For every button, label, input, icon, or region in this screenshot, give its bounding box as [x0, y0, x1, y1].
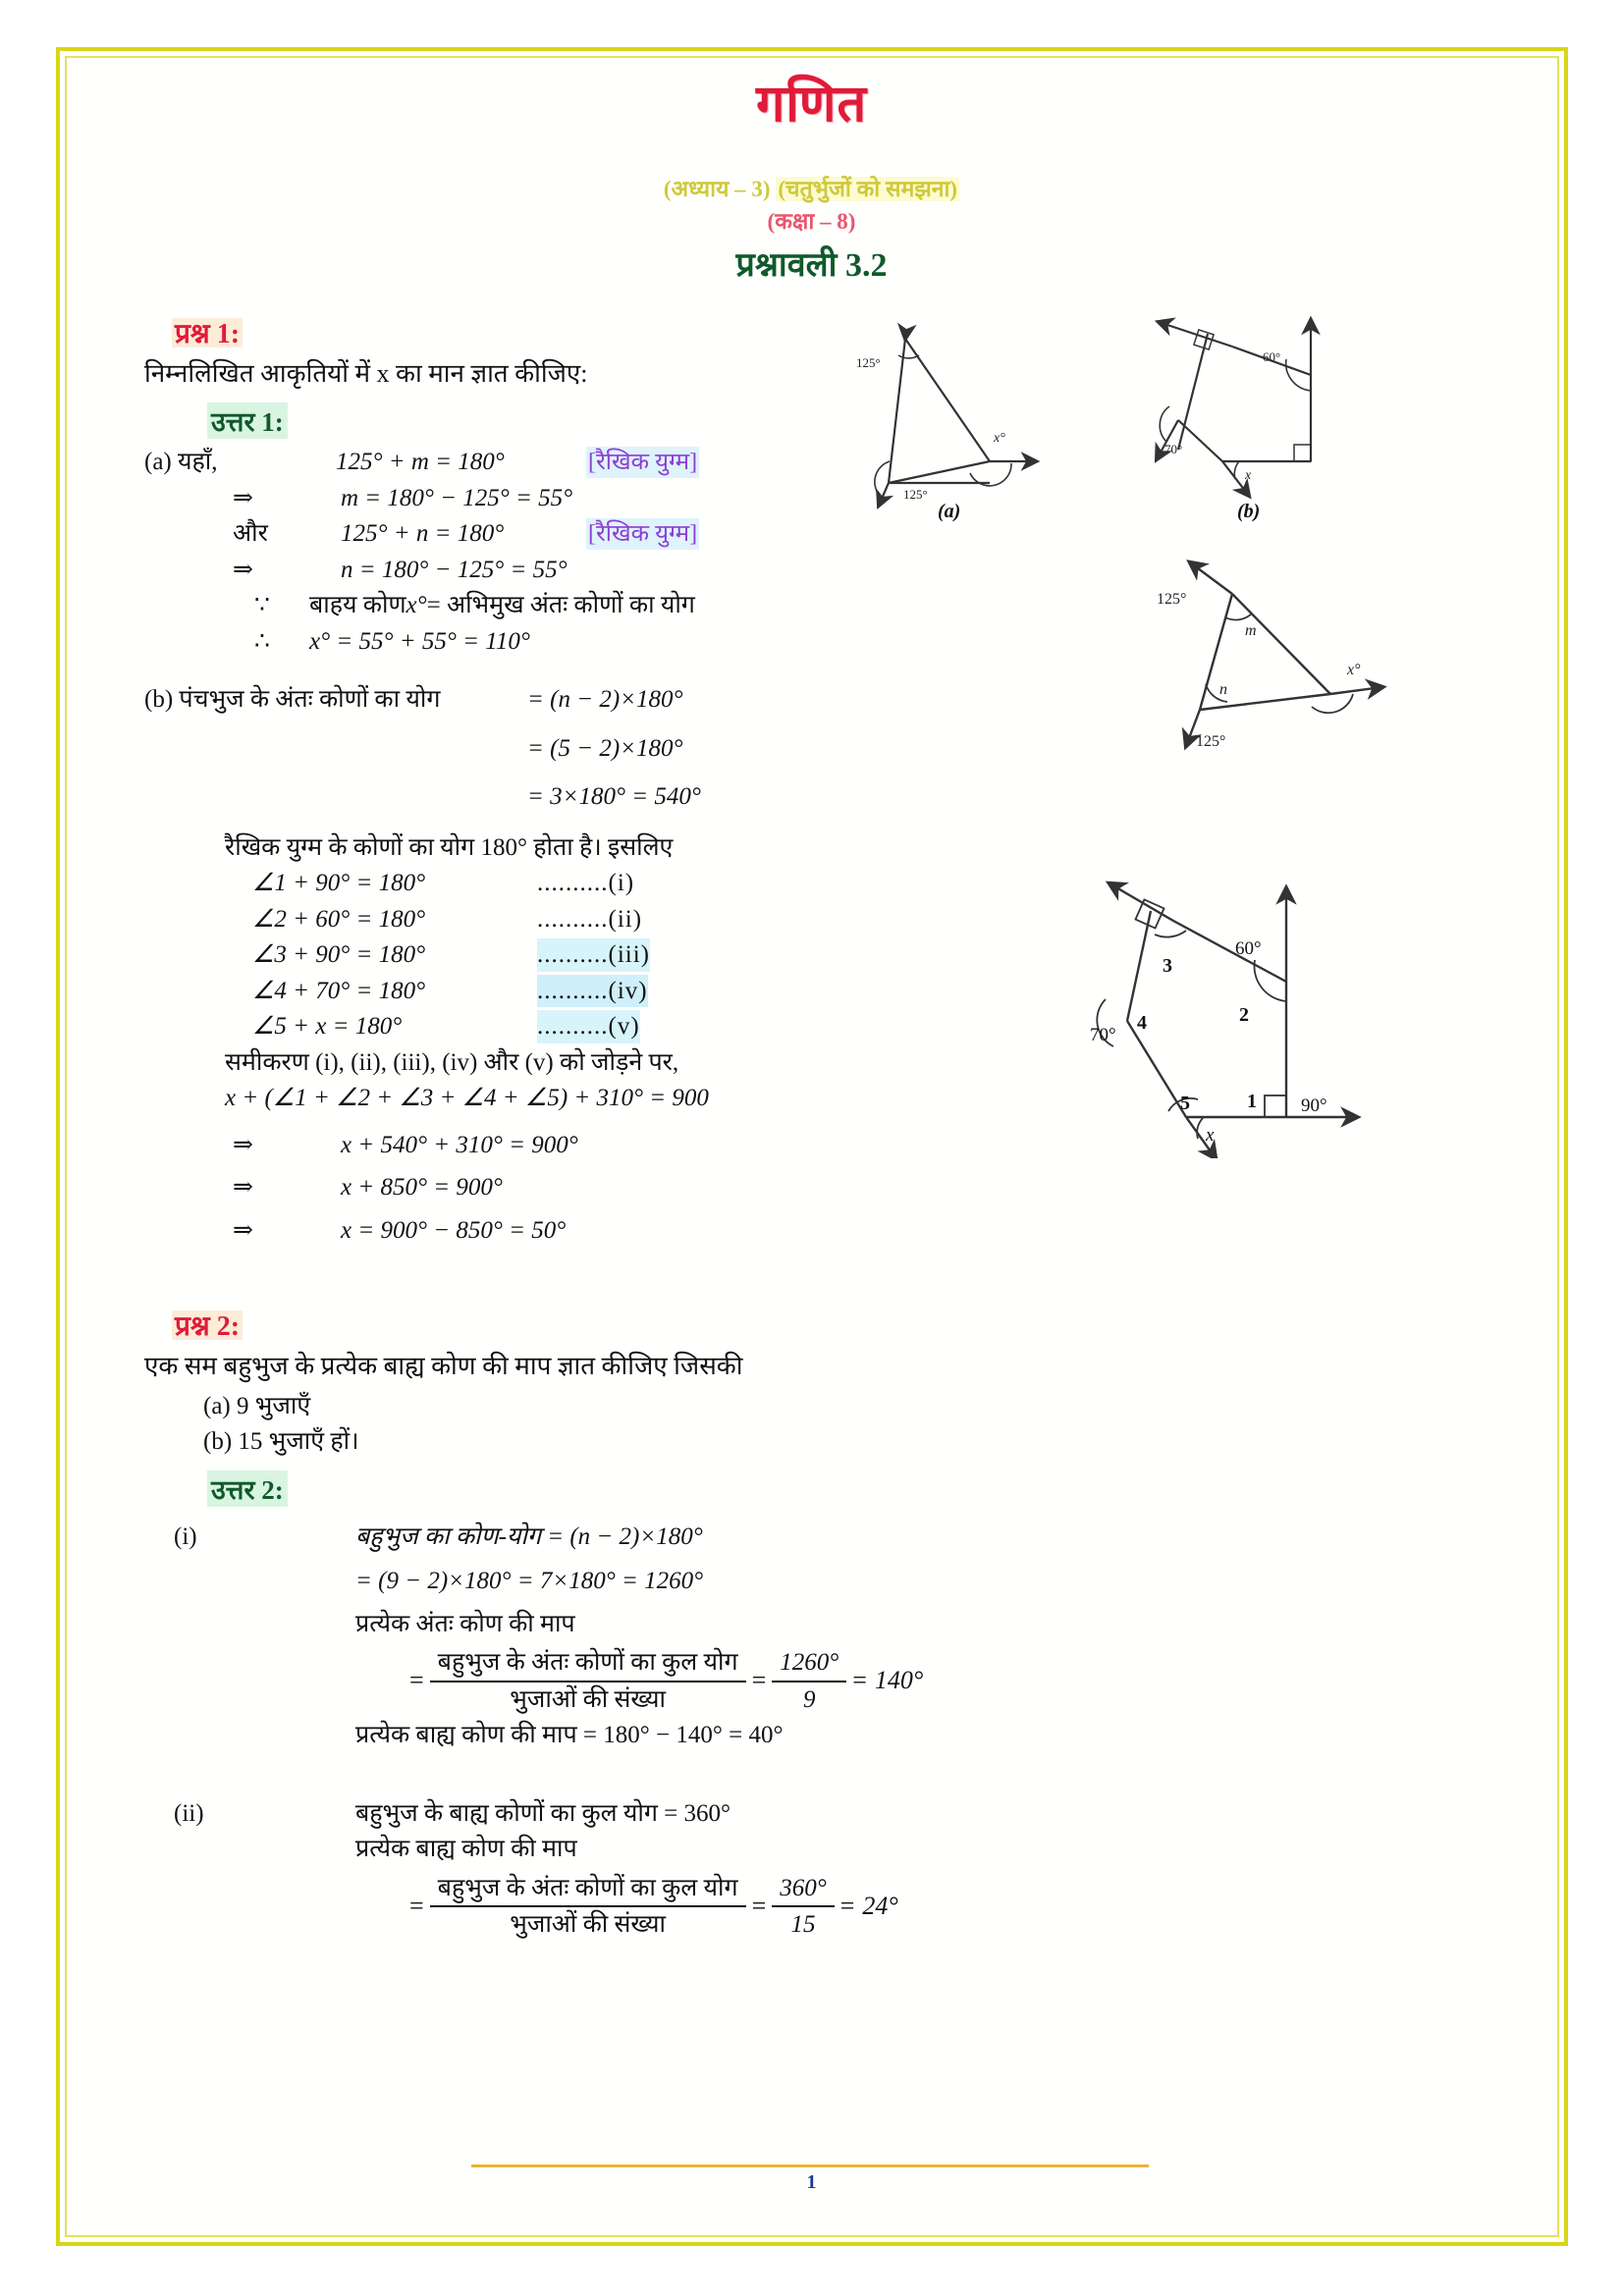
answer-2i-line-1	[144, 1521, 1036, 1554]
question-2-option-a: (a) 9 भुजाएँ	[203, 1392, 311, 1419]
answer-2i-result-denominator: 9	[772, 1681, 846, 1717]
page-title: गणित	[756, 77, 867, 133]
answer-1b-eq-row-4	[144, 975, 1036, 1008]
answer-1a-text-5x: x°	[406, 592, 427, 619]
chapter-name: (चतुर्भुजों को समझना)	[778, 177, 958, 201]
answer-2i-text-4: प्रत्येक बाह्य कोण की माप = 180° − 140° = 40°	[355, 1722, 784, 1749]
answer-2ii-fraction-denominator: भुजाओं की संख्या	[430, 1905, 746, 1942]
equals-sign-2: =	[751, 1666, 767, 1695]
answer-1a-tag-1: [रैखिक युग्म]	[586, 447, 699, 478]
answer-1a-text-5a: बाहय कोण	[309, 592, 406, 619]
answer-1a-eq-6: x° = 55° + 55° = 110°	[309, 627, 530, 655]
answer-1b-sum-eq: x + (∠1 + ∠2 + ∠3 + ∠4 + ∠5) + 310° = 900	[225, 1085, 709, 1112]
figure-c	[1129, 545, 1443, 771]
implies-symbol-4: ⇒	[233, 1174, 253, 1201]
question-2-heading: प्रश्न 2:	[172, 1307, 243, 1344]
figure-d-label-3: 3	[1163, 955, 1172, 977]
answer-1a-line-5	[144, 589, 1036, 622]
answer-2ii-text-2: प्रत्येक बाह्य कोण की माप	[355, 1836, 577, 1863]
answer-1b-eq-2: = (5 − 2)×180°	[527, 734, 683, 762]
figure-a-svg	[844, 304, 1139, 530]
answer-2ii-fraction-numerator: बहुभुज के अंतः कोणों का कुल योग	[437, 1874, 738, 1901]
figure-d-label-5: 5	[1180, 1093, 1190, 1114]
answer-2i-result-numerator: 1260°	[780, 1649, 839, 1677]
question-1-text: निम्नलिखित आकृतियों में x का मान ज्ञात कीजिए:	[144, 359, 588, 388]
answer-1b-eq-row-1	[144, 867, 1036, 900]
figure-a-angle-x: x°	[994, 431, 1005, 446]
answer-1b-label: (b) पंचभुज के अंतः कोणों का योग	[144, 686, 441, 714]
therefore-symbol: ∴	[254, 627, 270, 655]
figure-c-label-n: n	[1219, 681, 1227, 698]
exercise-title: प्रश्नावली 3.2	[735, 247, 888, 284]
answer-2i-line-4	[144, 1719, 1036, 1752]
answer-1b-ref-i: ..........(i)	[537, 870, 635, 897]
answer-2ii-result-numerator: 360°	[780, 1874, 827, 1901]
figure-c-angle-125-top: 125°	[1157, 591, 1187, 608]
answer-1b-ref-v: ..........(v)	[537, 1010, 640, 1043]
answer-1a-eq-3: 125° + n = 180°	[341, 520, 505, 548]
answer-1a-label: (a) यहाँ,	[144, 449, 218, 476]
implies-symbol-5: ⇒	[233, 1216, 253, 1244]
figure-b-angle-x: x	[1245, 468, 1252, 483]
figure-b-svg	[1129, 304, 1424, 530]
answer-1b-ref-iv: ..........(iv)	[537, 975, 648, 1008]
figure-d-label-1: 1	[1247, 1091, 1257, 1112]
answer-1b-eq-row-3	[144, 938, 1036, 972]
equals-sign-5: =	[751, 1891, 767, 1920]
answer-2i-result: 140°	[874, 1666, 924, 1695]
answer-2i-fraction-row	[144, 1646, 1036, 1716]
figure-d	[1090, 864, 1463, 1158]
figure-d-label-4: 4	[1137, 1012, 1147, 1034]
answer-2ii-text-1: बहुभुज के बाह्य कोणों का कुल योग = 360°	[355, 1799, 730, 1827]
answer-1b-eq-iii: ∠3 + 90° = 180°	[252, 941, 426, 969]
answer-1b-line-2	[144, 732, 1036, 766]
figure-b-caption: (b)	[1237, 501, 1261, 522]
answer-1b-ref-ii: ..........(ii)	[537, 905, 643, 933]
equals-sign: =	[409, 1666, 424, 1695]
answer-1b-eq-3: = 3×180° = 540°	[527, 783, 701, 811]
footer-divider	[471, 2164, 1149, 2167]
answer-2ii-line-2	[144, 1833, 1036, 1866]
figure-d-svg	[1090, 864, 1463, 1158]
figure-d-angle-70: 70°	[1090, 1025, 1116, 1045]
answer-2i-fraction-denominator: भुजाओं की संख्या	[430, 1681, 746, 1717]
answer-1b-eq-v: ∠5 + x = 180°	[252, 1013, 403, 1041]
figure-c-angle-125-bottom: 125°	[1196, 733, 1226, 750]
answer-1a-line-4	[144, 554, 1036, 587]
answer-1b-sum-note: समीकरण (i), (ii), (iii), (iv) और (v) को जोड़ने पर,	[225, 1048, 679, 1076]
answer-2i-label: (i)	[174, 1522, 197, 1550]
answer-2ii-line-1	[144, 1797, 1036, 1831]
answer-2ii-fraction	[430, 1872, 746, 1942]
figure-b-angle-60: 60°	[1263, 349, 1281, 364]
answer-2i-text-3: प्रत्येक अंतः कोण की माप	[355, 1610, 575, 1637]
figure-c-angle-x: x°	[1347, 662, 1361, 678]
answer-1a-eq-2: m = 180° − 125° = 55°	[341, 484, 573, 511]
figure-a-angle-bottom: 125°	[903, 487, 928, 502]
figure-d-angle-90: 90°	[1301, 1095, 1327, 1116]
answer-2i-eq-2: = (9 − 2)×180° = 7×180° = 1260°	[355, 1568, 704, 1595]
figure-d-angle-x: x	[1206, 1125, 1215, 1146]
implies-symbol-3: ⇒	[233, 1131, 253, 1158]
answer-2i-result-fraction	[772, 1646, 846, 1716]
answer-2i-line-2	[144, 1565, 1036, 1598]
answer-1b-line-3	[144, 780, 1036, 814]
answer-1b-line-1	[144, 683, 1036, 717]
answer-2ii-result-denominator: 15	[772, 1905, 835, 1942]
figure-a	[844, 304, 1139, 530]
implies-symbol-2: ⇒	[233, 556, 253, 583]
implies-symbol: ⇒	[233, 484, 253, 511]
answer-1a-eq-1: 125° + m = 180°	[336, 449, 505, 476]
question-2-text: एक सम बहुभुज के प्रत्येक बाह्य कोण की माप ज्ञात कीजिए जिसकी	[144, 1352, 743, 1381]
answer-1b-eq-row-2	[144, 903, 1036, 936]
answer-1b-ref-iii: ..........(iii)	[537, 938, 650, 972]
equals-sign-4: =	[409, 1891, 424, 1920]
figure-c-svg	[1129, 545, 1443, 771]
question-2-option-b: (b) 15 भुजाएँ हों।	[203, 1428, 359, 1456]
figure-a-angle-top: 125°	[856, 355, 881, 370]
answer-1-heading: उत्तर 1:	[207, 402, 288, 439]
figure-b-angle-70: 70°	[1164, 442, 1183, 456]
answer-2i-fraction-numerator: बहुभुज के अंतः कोणों का कुल योग	[437, 1649, 738, 1677]
because-symbol: ∵	[254, 592, 270, 619]
answer-2i-eq-1: बहुभुज का कोण-योग = (n − 2)×180°	[355, 1522, 703, 1550]
answer-1b-eq-row-5	[144, 1010, 1036, 1043]
chapter-number: (अध्याय – 3)	[663, 177, 777, 201]
equals-sign-6: =	[839, 1891, 855, 1920]
figure-d-label-2: 2	[1239, 1004, 1249, 1026]
answer-1b-eq-iv: ∠4 + 70° = 180°	[252, 977, 426, 1004]
answer-2i-fraction	[430, 1646, 746, 1716]
answer-1b-solve-eq-3: x = 900° − 850° = 50°	[341, 1216, 567, 1244]
answer-1a-text-5b: = अभिमुख अंतः कोणों का योग	[426, 592, 695, 619]
answer-2ii-result: 24°	[862, 1891, 898, 1920]
figure-c-label-m: m	[1245, 622, 1257, 639]
figure-b	[1129, 304, 1424, 530]
answer-1b-solve-eq-2: x + 850° = 900°	[341, 1174, 503, 1201]
question-1-heading: प्रश्न 1:	[172, 314, 243, 351]
equals-sign-3: =	[852, 1666, 867, 1695]
page-number: 1	[806, 2171, 817, 2193]
chapter-line	[0, 172, 1623, 203]
answer-2ii-fraction-row	[144, 1872, 1036, 1942]
answer-1b-eq-1: = (n − 2)×180°	[527, 686, 683, 714]
answer-2ii-label: (ii)	[174, 1799, 204, 1827]
answer-1a-eq-4: n = 180° − 125° = 55°	[341, 556, 568, 583]
answer-2i-line-3	[144, 1608, 1036, 1641]
answer-1b-solve-3	[144, 1214, 1036, 1248]
answer-1b-note: रैखिक युग्म के कोणों का योग 180° होता है। इसलिए	[225, 833, 674, 861]
answer-1a-tag-2: [रैखिक युग्म]	[586, 518, 699, 550]
answer-1b-eq-i: ∠1 + 90° = 180°	[252, 870, 426, 897]
answer-1b-solve-eq-1: x + 540° + 310° = 900°	[341, 1131, 578, 1158]
answer-2ii-result-fraction	[772, 1872, 835, 1942]
answer-1a-line-6	[144, 625, 1036, 659]
class-line: (कक्षा – 8)	[767, 209, 856, 234]
answer-1b-solve-2	[144, 1171, 1036, 1204]
body-content	[144, 314, 1036, 1945]
figure-a-caption: (a)	[938, 501, 961, 522]
and-word: और	[233, 520, 268, 548]
figure-d-angle-60: 60°	[1235, 938, 1262, 959]
answer-2-heading: उत्तर 2:	[207, 1470, 288, 1507]
answer-1b-eq-ii: ∠2 + 60° = 180°	[252, 905, 426, 933]
answer-1b-solve-1	[144, 1129, 1036, 1162]
